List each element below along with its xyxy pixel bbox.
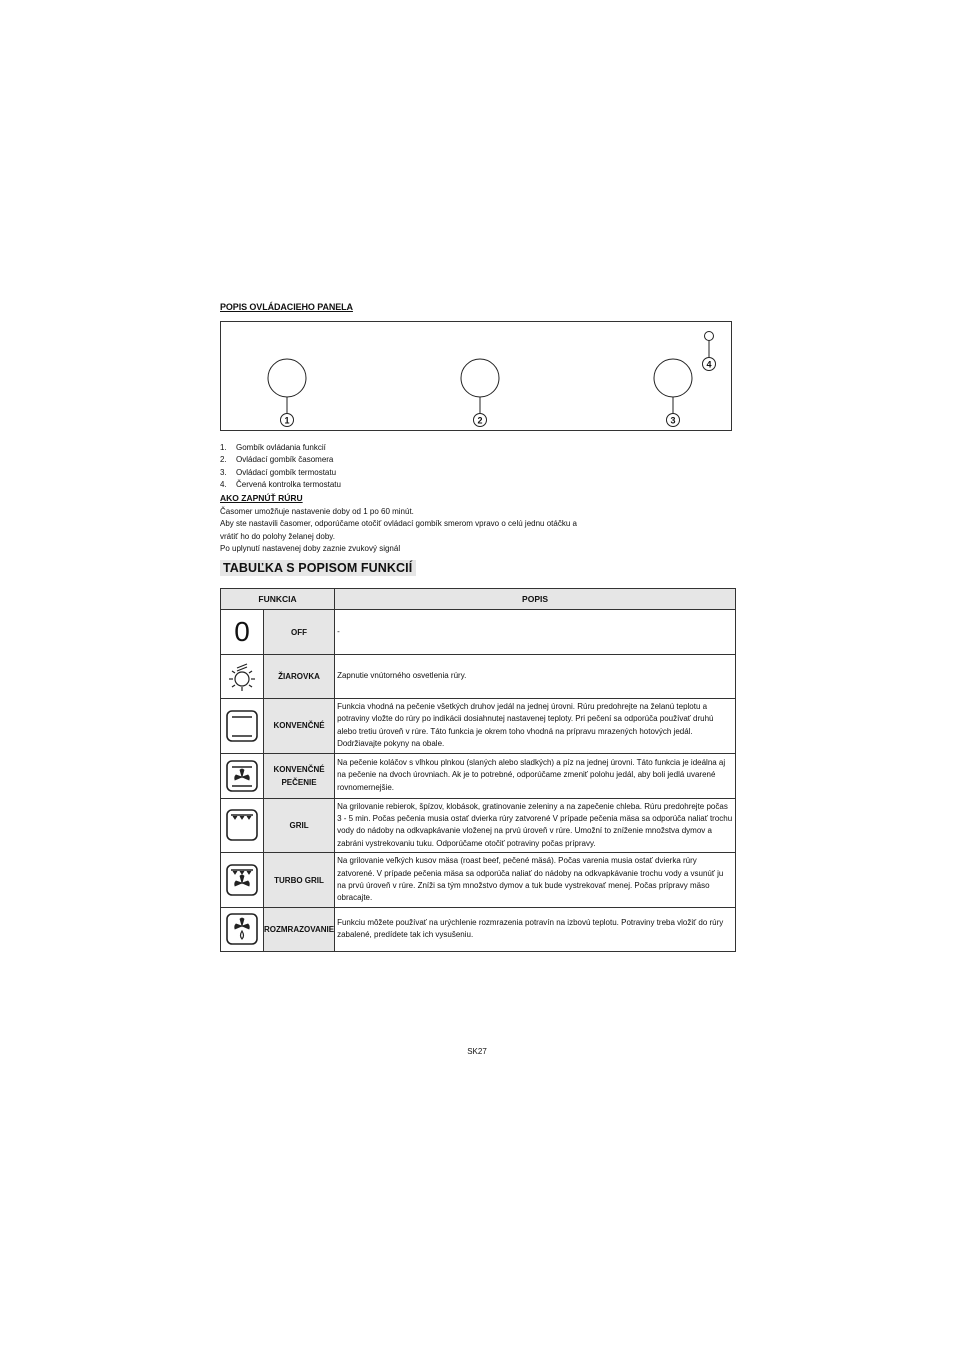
conventional-oven-icon: [225, 709, 259, 743]
conventional-fan-icon: [225, 759, 259, 793]
how-to-line: Časomer umožňuje nastavenie doby od 1 po 60 minút.: [220, 507, 414, 516]
how-to-heading: AKO ZAPNÚŤ RÚRU: [220, 493, 303, 503]
legend-item: 1. Gombík ovládania funkcií: [220, 443, 326, 452]
function-description: Na grilovanie veľkých kusov mäsa (roast beef, pečené mäsá). Počas varenia musia ostať dvierka rúry zatvorené. V prípade pečenia mäsa sa odporúča naliať do nádoby na odkvapkávanie trochu vody a vsunúť ju na prvú úroveň v rúre. Zníži sa tým množstvo dymov a tuk bude vystrekovať menej. Počas prípravy mäso obracajte.: [335, 853, 736, 908]
table-row: [221, 853, 736, 908]
panel-heading: POPIS OVLÁDACIEHO PANELA: [220, 302, 353, 312]
legend-item: 3. Ovládací gombík termostatu: [220, 467, 337, 477]
how-to-line: vrátiť ho do polohy želanej doby.: [220, 531, 335, 541]
legend-item: 2. Ovládací gombík časomera: [220, 455, 334, 465]
callout-2: 2: [477, 415, 483, 426]
column-header-description: POPIS: [335, 589, 736, 610]
function-name: TURBO GRIL: [264, 853, 335, 908]
thermostat-knob: [654, 359, 692, 397]
table-row: [221, 699, 736, 754]
how-to-line: Po uplynutí nastavenej doby zaznie zvukový signál: [220, 544, 401, 554]
function-description: Na grilovanie rebierok, špízov, klobások, gratinovanie zeleniny a na zapečenie chleba. Rúru predohrejte počas 3 - 5 min. Počas pečenia musia ostať dvierka rúry zatvorené V prípade pečenia mäsa sa odporúča naliať trochu vody do nádoby na odkvapkávanie vloženej na prvú úroveň v rúre. Umožní to zníženie množstva dymov a zabráni vystrekovaniu tuku. Odporúčame otočiť potraviny počas prípravy.: [335, 798, 736, 853]
table-header-row: [221, 589, 736, 610]
control-panel-diagram: [220, 321, 732, 431]
off-zero-icon: 0: [234, 616, 250, 647]
table-row: [221, 907, 736, 951]
function-description: Na pečenie koláčov s vlhkou plnkou (slaných alebo sladkých) a píz na jednej úrovni. Táto funkcia je ideálna aj na pečenie na dvoch úrovniach. Ak je to potrebné, odporúčame zmeniť polohu jedál, aby boli jedlá uvarené rovnomernejšie.: [335, 753, 736, 798]
defrost-icon: [225, 912, 259, 946]
how-to-line: Aby ste nastavili časomer, odporúčame otočiť ovládací gombík smerom vpravo o celú jednu otáčku a: [220, 519, 577, 529]
callout-4: 4: [706, 359, 712, 370]
page-number: SK27: [467, 1047, 487, 1056]
lamp-icon: [225, 660, 259, 694]
turbo-grill-icon: [225, 863, 259, 897]
function-description: Funkciu môžete používať na urýchlenie rozmrazenia potravín na izbovú teplotu. Potraviny treba vložiť do rúry zabalené, predídete tak ich vysušeniu.: [335, 907, 736, 951]
column-header-function: FUNKCIA: [221, 589, 335, 610]
function-knob: [268, 359, 306, 397]
table-row: [221, 753, 736, 798]
function-table: [220, 588, 736, 952]
function-description: -: [335, 610, 736, 655]
function-name: KONVENČNÉ: [264, 699, 335, 754]
grill-icon: [225, 808, 259, 842]
panel-legend: [220, 442, 341, 492]
table-row: [221, 655, 736, 699]
function-name: KONVENČNÉ PEČENIE: [264, 753, 335, 798]
function-name: OFF: [264, 610, 335, 655]
control-panel-drawing: [221, 322, 733, 432]
function-description: Funkcia vhodná na pečenie všetkých druhov jedál na jednej úrovni. Rúru predohrejte na želanú teplotu a potraviny vložte do rúry po indikácii dosiahnutej nastavenej teploty. Pri pečení sa odporúča používať druhú alebo tretiu úroveň v rúre. Táto funkcia je okrem toho vhodná na prípravu mrazených hotových jedál. Dodržiavajte pokyny na obale.: [335, 699, 736, 754]
function-name: ŽIAROVKA: [264, 655, 335, 699]
how-to-text: [220, 506, 577, 556]
function-name: GRIL: [264, 798, 335, 853]
table-row: [221, 610, 736, 655]
thermostat-light: [705, 332, 714, 341]
table-title: TABUĽKA S POPISOM FUNKCIÍ: [220, 560, 416, 576]
callout-3: 3: [670, 415, 676, 426]
timer-knob: [461, 359, 499, 397]
function-description: Zapnutie vnútorného osvetlenia rúry.: [335, 655, 736, 699]
table-row: [221, 798, 736, 853]
legend-item: 4. Červená kontrolka termostatu: [220, 480, 341, 490]
function-name: ROZMRAZOVANIE: [264, 907, 335, 951]
callout-1: 1: [284, 415, 290, 426]
